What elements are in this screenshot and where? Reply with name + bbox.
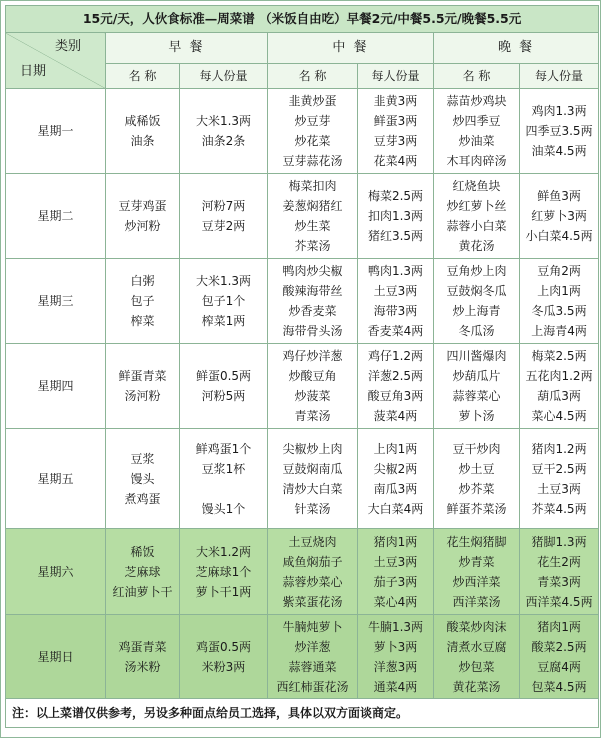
breakfast-portion-line: 馒头1个 <box>201 501 246 516</box>
day-row <box>6 615 599 699</box>
dinner-portion-line: 菜心4.5两 <box>531 409 587 423</box>
dinner-portion-cell <box>520 89 599 174</box>
dinner-name-line: 鲜蛋芥菜汤 <box>446 501 507 516</box>
dinner-name-line: 蒜苗炒鸡块 <box>446 94 507 108</box>
dinner-name-line: 木耳肉碎汤 <box>446 154 507 168</box>
lunch-name-cell <box>268 529 358 615</box>
dinner-name-line: 四川酱爆肉 <box>446 349 507 363</box>
breakfast-name-line: 豆浆 <box>130 451 155 466</box>
dinner-portion-line: 鲜鱼3两 <box>537 189 581 203</box>
day-label: 星期二 <box>6 174 106 259</box>
lunch-name-line: 鸭肉炒尖椒 <box>282 264 343 278</box>
dinner-name-line: 炒西洋菜 <box>452 574 501 589</box>
breakfast-name-line: 榨菜 <box>130 314 155 328</box>
dinner-name-line: 冬瓜汤 <box>458 324 495 338</box>
breakfast-portion-cell <box>180 615 268 699</box>
lunch-name-line: 蒜蓉通菜 <box>288 659 337 674</box>
breakfast-name-cell <box>106 344 180 429</box>
dinner-name-cell <box>434 615 520 699</box>
lunch-name-line: 炒酸豆角 <box>288 369 337 383</box>
breakfast-name-line: 豆芽鸡蛋 <box>118 199 167 213</box>
dinner-portion-line: 青菜3两 <box>537 574 581 589</box>
date-label: 日期 <box>20 64 47 79</box>
dinner-portion-line: 五花肉1.2两 <box>525 369 593 383</box>
lunch-name-line: 鸡仔炒洋葱 <box>282 349 343 363</box>
breakfast-portion-line <box>180 479 267 499</box>
lunch-portion-line: 土豆3两 <box>373 284 418 298</box>
lunch-portion-line: 鸡仔1.2两 <box>367 349 424 363</box>
breakfast-portion-line: 鲜鸡蛋1个 <box>195 441 252 456</box>
breakfast-name-cell <box>106 259 180 344</box>
lunch-name-line: 咸鱼焖茄子 <box>282 554 343 569</box>
lunch-portion-line: 上肉1两 <box>373 441 418 456</box>
dinner-name-line: 黄花菜汤 <box>452 679 501 694</box>
lunch-name-line: 梅菜扣肉 <box>288 179 337 193</box>
lunch-portion-line: 尖椒2两 <box>373 461 418 476</box>
breakfast-portion-cell <box>180 429 268 529</box>
lunch-name-line: 西红柿蛋花汤 <box>276 679 349 694</box>
breakfast-name-line: 鲜蛋青菜 <box>118 369 167 383</box>
dinner-name-line: 萝卜汤 <box>458 409 495 423</box>
dinner-name-cell <box>434 429 520 529</box>
lunch-name-line: 豆鼓焖南瓜 <box>282 461 343 476</box>
lunch-name-line: 炒生菜 <box>294 219 331 233</box>
dinner-portion-line: 红萝卜3两 <box>531 209 587 223</box>
dinner-portion-line: 葫瓜3两 <box>537 389 581 403</box>
lunch-portion-line: 鸭肉1.3两 <box>367 264 424 278</box>
subheader-name: 名 称 <box>106 64 180 89</box>
breakfast-portion-line: 油条2条 <box>201 134 246 148</box>
lunch-name-cell <box>268 89 358 174</box>
lunch-name-cell <box>268 344 358 429</box>
dinner-name-line: 炒葫瓜片 <box>452 369 501 383</box>
dinner-name-line: 黄花汤 <box>458 239 495 253</box>
lunch-name-line: 牛腩炖萝卜 <box>282 619 343 634</box>
lunch-portion-line: 大白菜4两 <box>367 501 424 516</box>
lunch-portion-line: 猪肉1两 <box>373 534 418 549</box>
breakfast-portion-line: 大米1.2两 <box>195 544 252 559</box>
breakfast-portion-line: 芝麻球1个 <box>195 564 252 579</box>
day-row <box>6 259 599 344</box>
dinner-name-line: 豆干炒肉 <box>452 441 501 456</box>
lunch-name-line: 土豆烧肉 <box>288 534 337 549</box>
dinner-portion-line: 猪肉1两 <box>537 619 581 634</box>
breakfast-name-line: 馒头 <box>130 471 155 486</box>
dinner-name-cell <box>434 174 520 259</box>
lunch-name-line: 紫菜蛋花汤 <box>282 594 343 609</box>
dinner-portion-cell <box>520 615 599 699</box>
lunch-name-line: 姜葱焖猪红 <box>282 199 343 213</box>
weekly-menu-table <box>5 5 599 728</box>
dinner-portion-line: 豆腐4两 <box>537 659 581 674</box>
dinner-name-cell <box>434 529 520 615</box>
dinner-name-line: 清煮水豆腐 <box>446 639 507 654</box>
day-row <box>6 429 599 529</box>
lunch-portion-line: 萝卜3两 <box>373 639 418 654</box>
dinner-portion-line: 上海青4两 <box>531 324 587 338</box>
lunch-portion-line: 洋葱3两 <box>373 659 418 674</box>
dinner-name-line: 西洋菜汤 <box>452 594 501 609</box>
day-row <box>6 89 599 174</box>
lunch-name-line: 蒜蓉炒菜心 <box>282 574 343 589</box>
lunch-portion-line: 菜心4两 <box>373 594 418 609</box>
lunch-portion-cell <box>358 344 434 429</box>
breakfast-name-line: 汤河粉 <box>124 389 161 403</box>
breakfast-portion-cell <box>180 529 268 615</box>
dinner-name-line: 炒红萝卜丝 <box>446 199 507 213</box>
lunch-portion-line: 牛腩1.3两 <box>367 619 424 634</box>
breakfast-header: 早 餐 <box>106 33 268 64</box>
lunch-portion-line: 菠菜4两 <box>373 409 418 423</box>
breakfast-portion-cell <box>180 174 268 259</box>
lunch-name-line: 清炒大白菜 <box>282 481 343 496</box>
dinner-portion-cell <box>520 344 599 429</box>
breakfast-name-cell <box>106 89 180 174</box>
dinner-name-line: 炒油菜 <box>458 134 495 148</box>
dinner-portion-line: 芥菜4.5两 <box>531 501 587 516</box>
breakfast-portion-line: 大米1.3两 <box>195 274 252 288</box>
lunch-name-cell <box>268 615 358 699</box>
lunch-portion-line: 香麦菜4两 <box>367 324 424 338</box>
dinner-portion-line: 冬瓜3.5两 <box>531 304 587 318</box>
lunch-portion-line: 土豆3两 <box>373 554 418 569</box>
breakfast-name-line: 炒河粉 <box>124 219 161 233</box>
lunch-name-line: 豆芽蒜花汤 <box>282 154 343 168</box>
lunch-name-line: 韭黄炒蛋 <box>288 94 337 108</box>
header-corner <box>6 33 106 89</box>
dinner-portion-line: 鸡肉1.3两 <box>531 104 587 118</box>
day-label: 星期四 <box>6 344 106 429</box>
subheader-portion: 每人份量 <box>180 64 268 89</box>
breakfast-name-line: 稀饭 <box>130 544 155 559</box>
subheader-name: 名 称 <box>268 64 358 89</box>
dinner-portion-line: 包菜4.5两 <box>531 679 587 694</box>
day-label: 星期六 <box>6 529 106 615</box>
day-label: 星期日 <box>6 615 106 699</box>
lunch-portion-line: 豆芽3两 <box>373 134 418 148</box>
breakfast-portion-line: 河粉7两 <box>201 199 246 213</box>
lunch-portion-line: 海带3两 <box>373 304 418 318</box>
breakfast-name-line: 包子 <box>130 294 155 308</box>
day-row <box>6 174 599 259</box>
dinner-name-line: 红烧鱼块 <box>452 179 501 193</box>
dinner-portion-line: 梅菜2.5两 <box>531 349 587 363</box>
lunch-name-line: 尖椒炒上肉 <box>282 441 343 456</box>
lunch-name-line: 炒花菜 <box>294 134 331 148</box>
breakfast-name-line: 芝麻球 <box>124 564 161 579</box>
lunch-portion-line: 通菜4两 <box>373 679 418 694</box>
dinner-portion-line: 豆角2两 <box>537 264 581 278</box>
lunch-portion-line: 韭黄3两 <box>373 94 418 108</box>
breakfast-portion-line: 豆浆1杯 <box>201 461 246 476</box>
breakfast-portion-cell <box>180 344 268 429</box>
lunch-name-cell <box>268 174 358 259</box>
lunch-portion-line: 茄子3两 <box>373 574 418 589</box>
dinner-portion-line: 四季豆3.5两 <box>525 124 593 138</box>
breakfast-portion-line: 大米1.3两 <box>195 114 252 128</box>
dinner-name-cell <box>434 344 520 429</box>
dinner-name-line: 豆角炒上肉 <box>446 264 507 278</box>
dinner-portion-line: 猪脚1.3两 <box>531 534 587 549</box>
day-row <box>6 529 599 615</box>
dinner-name-line: 炒芥菜 <box>458 481 495 496</box>
lunch-name-line: 针菜汤 <box>294 501 331 516</box>
breakfast-name-line: 咸稀饭 <box>124 114 161 128</box>
day-label: 星期五 <box>6 429 106 529</box>
dinner-name-line: 豆鼓焖冬瓜 <box>446 284 507 298</box>
lunch-name-line: 炒香麦菜 <box>288 304 337 318</box>
lunch-portion-cell <box>358 529 434 615</box>
dinner-name-cell <box>434 259 520 344</box>
dinner-portion-line: 土豆3两 <box>537 481 581 496</box>
subheader-portion: 每人份量 <box>358 64 434 89</box>
dinner-portion-line: 花生2两 <box>537 554 581 569</box>
dinner-portion-line: 油菜4.5两 <box>531 144 587 158</box>
day-label: 星期三 <box>6 259 106 344</box>
breakfast-name-line: 白粥 <box>130 274 155 288</box>
breakfast-name-cell <box>106 429 180 529</box>
breakfast-name-line: 煮鸡蛋 <box>124 491 161 506</box>
breakfast-name-line: 鸡蛋青菜 <box>118 639 167 654</box>
breakfast-portion-line: 榨菜1两 <box>201 314 246 328</box>
lunch-name-line: 酸辣海带丝 <box>282 284 343 298</box>
lunch-portion-line: 梅菜2.5两 <box>367 189 424 203</box>
lunch-name-cell <box>268 259 358 344</box>
lunch-portion-line: 扣肉1.3两 <box>367 209 424 223</box>
subheader-name: 名 称 <box>434 64 520 89</box>
dinner-name-cell <box>434 89 520 174</box>
dinner-name-line: 蒜蓉菜心 <box>452 389 501 403</box>
breakfast-portion-line: 萝卜干1两 <box>195 584 252 599</box>
lunch-portion-cell <box>358 615 434 699</box>
breakfast-name-line: 汤米粉 <box>124 659 161 674</box>
dinner-name-line: 炒青菜 <box>458 554 495 569</box>
breakfast-name-cell <box>106 615 180 699</box>
breakfast-name-line: 油条 <box>130 134 155 148</box>
footnote: 注：以上菜谱仅供参考，另设多种面点给员工选择，具体以双方面谈商定。 <box>6 699 599 728</box>
dinner-name-line: 花生焖猪脚 <box>446 534 507 549</box>
lunch-portion-cell <box>358 174 434 259</box>
lunch-name-line: 青菜汤 <box>294 409 331 423</box>
day-label: 星期一 <box>6 89 106 174</box>
dinner-portion-cell <box>520 429 599 529</box>
lunch-portion-line: 南瓜3两 <box>373 481 418 496</box>
breakfast-name-cell <box>106 529 180 615</box>
breakfast-portion-line: 包子1个 <box>201 294 246 308</box>
dinner-portion-line: 猪肉1.2两 <box>531 441 587 456</box>
lunch-name-line: 芥菜汤 <box>294 239 331 253</box>
lunch-portion-line: 花菜4两 <box>373 154 418 168</box>
dinner-portion-cell <box>520 259 599 344</box>
breakfast-portion-line: 鸡蛋0.5两 <box>195 639 252 654</box>
dinner-portion-cell <box>520 174 599 259</box>
lunch-portion-line: 洋葱2.5两 <box>367 369 424 383</box>
breakfast-portion-cell <box>180 89 268 174</box>
dinner-portion-line: 上肉1两 <box>537 284 581 298</box>
lunch-portion-cell <box>358 259 434 344</box>
lunch-name-line: 炒洋葱 <box>294 639 331 654</box>
menu-title: 15元/天，人伙食标准—周菜谱 （米饭自由吃）早餐2元/中餐5.5元/晚餐5.5元 <box>6 6 599 33</box>
dinner-name-line: 炒四季豆 <box>452 114 501 128</box>
day-row <box>6 344 599 429</box>
breakfast-portion-cell <box>180 259 268 344</box>
dinner-portion-cell <box>520 529 599 615</box>
dinner-portion-line: 酸菜2.5两 <box>531 639 587 654</box>
breakfast-name-line: 红油萝卜干 <box>112 584 173 599</box>
dinner-name-line: 炒上海青 <box>452 304 501 318</box>
dinner-name-line: 炒包菜 <box>458 659 495 674</box>
dinner-name-line: 酸菜炒肉沫 <box>446 619 507 634</box>
breakfast-portion-line: 豆芽2两 <box>201 219 246 233</box>
breakfast-portion-line: 鲜蛋0.5两 <box>195 369 252 383</box>
subheader-portion: 每人份量 <box>520 64 599 89</box>
lunch-portion-cell <box>358 429 434 529</box>
dinner-portion-line: 西洋菜4.5两 <box>525 594 593 609</box>
dinner-portion-line: 小白菜4.5两 <box>525 229 593 243</box>
breakfast-portion-line: 河粉5两 <box>201 389 246 403</box>
category-label: 类别 <box>54 39 81 54</box>
breakfast-name-cell <box>106 174 180 259</box>
menu-body <box>6 89 599 699</box>
lunch-name-line: 炒菠菜 <box>294 389 331 403</box>
lunch-portion-cell <box>358 89 434 174</box>
breakfast-portion-line: 米粉3两 <box>201 659 246 674</box>
dinner-portion-line: 豆干2.5两 <box>531 461 587 476</box>
lunch-header: 中 餐 <box>268 33 434 64</box>
lunch-name-line: 海带骨头汤 <box>282 324 343 338</box>
dinner-name-line: 蒜蓉小白菜 <box>446 219 507 233</box>
lunch-portion-line: 鲜蛋3两 <box>373 114 418 128</box>
lunch-name-cell <box>268 429 358 529</box>
lunch-portion-line: 酸豆角3两 <box>367 389 424 403</box>
dinner-header: 晚 餐 <box>434 33 599 64</box>
lunch-name-line: 炒豆芽 <box>294 114 331 128</box>
lunch-portion-line: 猪红3.5两 <box>367 229 424 243</box>
dinner-name-line: 炒土豆 <box>458 461 495 476</box>
